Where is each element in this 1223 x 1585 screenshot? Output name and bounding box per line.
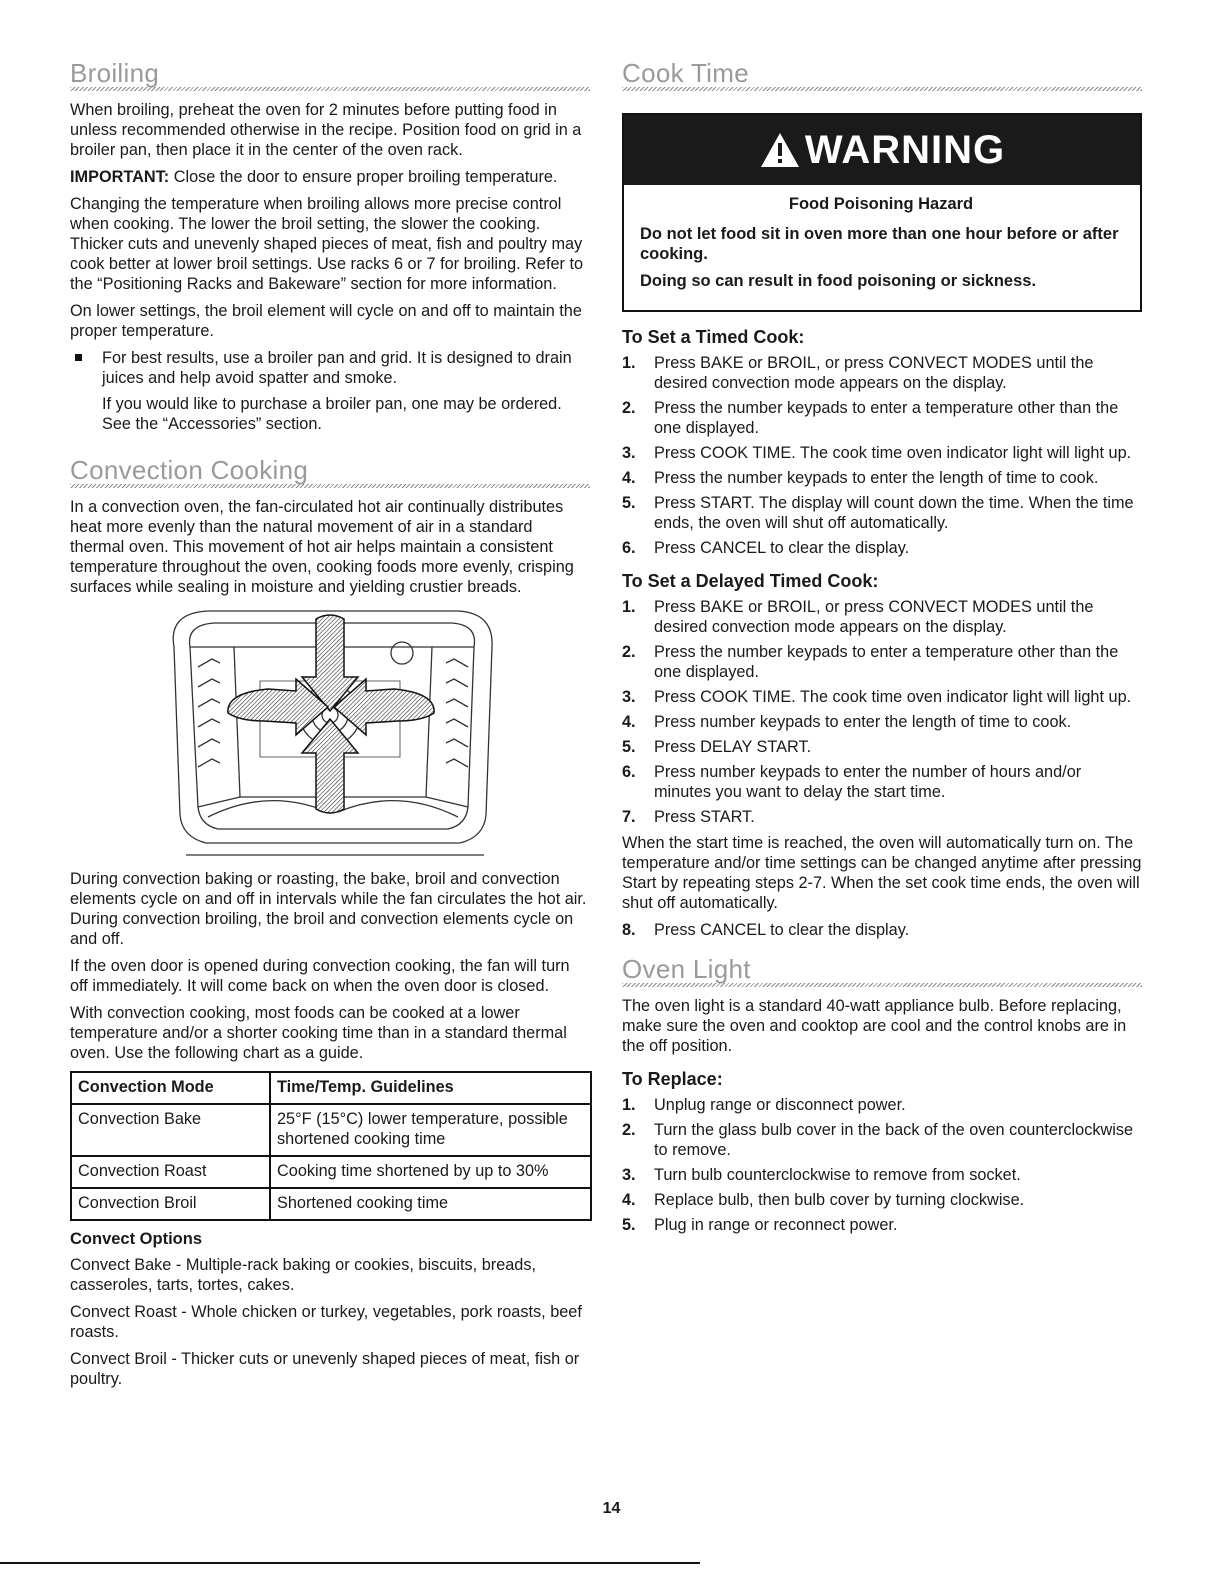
warning-body [624, 185, 1140, 310]
broiling-heading: Broiling [70, 58, 590, 95]
table-cell: Cooking time shortened by up to 30% [270, 1156, 591, 1188]
replace-steps [622, 1095, 1142, 1235]
table-cell: Convection Broil [71, 1188, 270, 1220]
broiling-bullet [70, 348, 590, 388]
list-item: 2. Press the number keypads to enter a temperature other than the one displayed. [622, 643, 1119, 681]
list-item: 2. Press the number keypads to enter a temperature other than the one displayed. [622, 399, 1119, 437]
delayed-cook-steps [622, 597, 1142, 827]
table-cell: 25°F (15°C) lower temperature, possible shortened cooking time [270, 1104, 591, 1156]
table-header-guidelines: Time/Temp. Guidelines [270, 1072, 591, 1104]
warning-header [624, 115, 1140, 185]
convect-option-item: Convect Roast - Whole chicken or turkey, vegetables, pork roasts, beef roasts. [70, 1303, 582, 1341]
list-item: 5. Press DELAY START. [622, 738, 812, 756]
broiling-bullet-note: If you would like to purchase a broiler pan, one may be ordered. See the “Accessories” section. [102, 395, 562, 433]
replace-heading: To Replace: [622, 1069, 723, 1089]
table-row [71, 1156, 591, 1188]
convect-options-heading: Convect Options [70, 1230, 203, 1248]
convection-paragraph-4: With convection cooking, most foods can be cooked at a lower temperature and/or a shorter cooking time than in a standard thermal oven. Use the following chart as a guide. [70, 1004, 567, 1062]
table-cell: Shortened cooking time [270, 1188, 591, 1220]
footer-rule [0, 1562, 700, 1564]
list-item: 6. Press CANCEL to clear the display. [622, 539, 910, 557]
list-item: 4. Press number keypads to enter the length of time to cook. [622, 713, 1072, 731]
convect-option-item: Convect Broil - Thicker cuts or unevenly shaped pieces of meat, fish or poultry. [70, 1350, 580, 1388]
convection-paragraph-2: During convection baking or roasting, the bake, broil and convection elements cycle on and off in intervals while the fan circulates the hot air. During convection broiling, the broil and convection elements cycle on and off. [70, 870, 587, 948]
list-item: 1. Unplug range or disconnect power. [622, 1096, 906, 1114]
list-item: 4. Press the number keypads to enter the length of time to cook. [622, 469, 1099, 487]
convect-option-item: Convect Bake - Multiple-rack baking or cookies, biscuits, breads, casseroles, tarts, tortes, cakes. [70, 1256, 537, 1294]
table-row [71, 1104, 591, 1156]
broiling-paragraph-3: Changing the temperature when broiling allows more precise control when cooking. The lower the broil setting, the slower the cooking. Thicker cuts and unevenly shaped pieces of meat, fish and poultry may cook better at lower broil settings. Use racks 6 or 7 for broiling. Refer to the “Positioning Racks and Bakeware” section for more information. [70, 195, 584, 293]
timed-cook-steps [622, 353, 1142, 558]
bullet-square-icon [75, 354, 82, 361]
delayed-cook-heading: To Set a Delayed Timed Cook: [622, 571, 879, 591]
table-header-row [71, 1072, 591, 1104]
list-item: 8. Press CANCEL to clear the display. [622, 921, 910, 939]
bullet-text: For best results, use a broiler pan and grid. It is designed to drain juices and help avoid spatter and smoke. [102, 349, 572, 387]
warning-hazard: Food Poisoning Hazard [788, 195, 974, 213]
list-item: 1. Press BAKE or BROIL, or press CONVECT MODES until the desired convection mode appears on the display. [622, 598, 1094, 636]
right-column [622, 58, 1142, 1241]
list-item: 3. Press COOK TIME. The cook time oven indicator light will light up. [622, 688, 1132, 706]
convection-paragraph-3: If the oven door is opened during convection cooking, the fan will turn off immediately. It will come back on when the oven door is closed. [70, 957, 570, 995]
broiling-bullets [70, 348, 590, 388]
convection-heading: Convection Cooking [70, 455, 590, 492]
table-cell: Convection Roast [71, 1156, 270, 1188]
list-item: 6. Press number keypads to enter the number of hours and/or minutes you want to delay the start time. [622, 763, 1082, 801]
important-text: Close the door to ensure proper broiling temperature. [169, 168, 558, 186]
warning-line-1: Do not let food sit in oven more than one hour before or after cooking. [640, 225, 1119, 263]
convection-paragraph-1: In a convection oven, the fan-circulated hot air continually distributes heat more evenly than the natural movement of air in a standard thermal oven. This movement of hot air helps maintain a consistent temperature throughout the oven, cooking foods more evenly, crisping surfaces while sealing in moisture and yielding crustier breads. [70, 498, 574, 596]
important-label: IMPORTANT: [70, 168, 170, 186]
table-cell: Convection Bake [71, 1104, 270, 1156]
left-column [70, 58, 590, 1396]
table-row [71, 1188, 591, 1220]
convection-guidelines-table [70, 1071, 592, 1221]
list-item: 4. Replace bulb, then bulb cover by turning clockwise. [622, 1191, 1025, 1209]
timed-cook-heading: To Set a Timed Cook: [622, 327, 805, 347]
list-item: 1. Press BAKE or BROIL, or press CONVECT MODES until the desired convection mode appears on the display. [622, 354, 1094, 392]
list-item: 3. Turn bulb counterclockwise to remove from socket. [622, 1166, 1021, 1184]
oven-light-paragraph: The oven light is a standard 40-watt appliance bulb. Before replacing, make sure the oven and cooktop are cool and the control knobs are in the off position. [622, 997, 1127, 1055]
list-item: 7. Press START. [622, 808, 755, 826]
cook-time-heading: Cook Time [622, 58, 1142, 95]
broiling-important [70, 167, 590, 187]
delayed-cook-final-step [622, 920, 1142, 940]
list-item: 3. Press COOK TIME. The cook time oven indicator light will light up. [622, 444, 1132, 462]
warning-line-2: Doing so can result in food poisoning or sickness. [640, 272, 1037, 290]
list-item: 5. Press START. The display will count down the time. When the time ends, the oven will shut off automatically. [622, 494, 1134, 532]
warning-triangle-icon [759, 131, 801, 169]
warning-box [622, 113, 1142, 312]
oven-light-heading: Oven Light [622, 954, 1142, 991]
broiling-paragraph-4: On lower settings, the broil element will cycle on and off to maintain the proper temperature. [70, 302, 582, 340]
warning-title: WARNING [804, 127, 1006, 172]
list-item: 2. Turn the glass bulb cover in the back of the oven counterclockwise to remove. [622, 1121, 1134, 1159]
list-item: 5. Plug in range or reconnect power. [622, 1216, 898, 1234]
delayed-cook-note: When the start time is reached, the oven will automatically turn on. The temperature and/or time settings can be changed anytime after pressing Start by repeating steps 2-7. When the set cook time ends, the oven will shut off automatically. [622, 834, 1142, 912]
table-header-mode: Convection Mode [71, 1072, 270, 1104]
convection-oven-diagram [168, 607, 498, 859]
page-number: 14 [602, 1500, 621, 1517]
broiling-paragraph-1: When broiling, preheat the oven for 2 minutes before putting food in unless recommended otherwise in the recipe. Position food on grid in a broiler pan, then place it in the center of the oven rack. [70, 101, 582, 159]
